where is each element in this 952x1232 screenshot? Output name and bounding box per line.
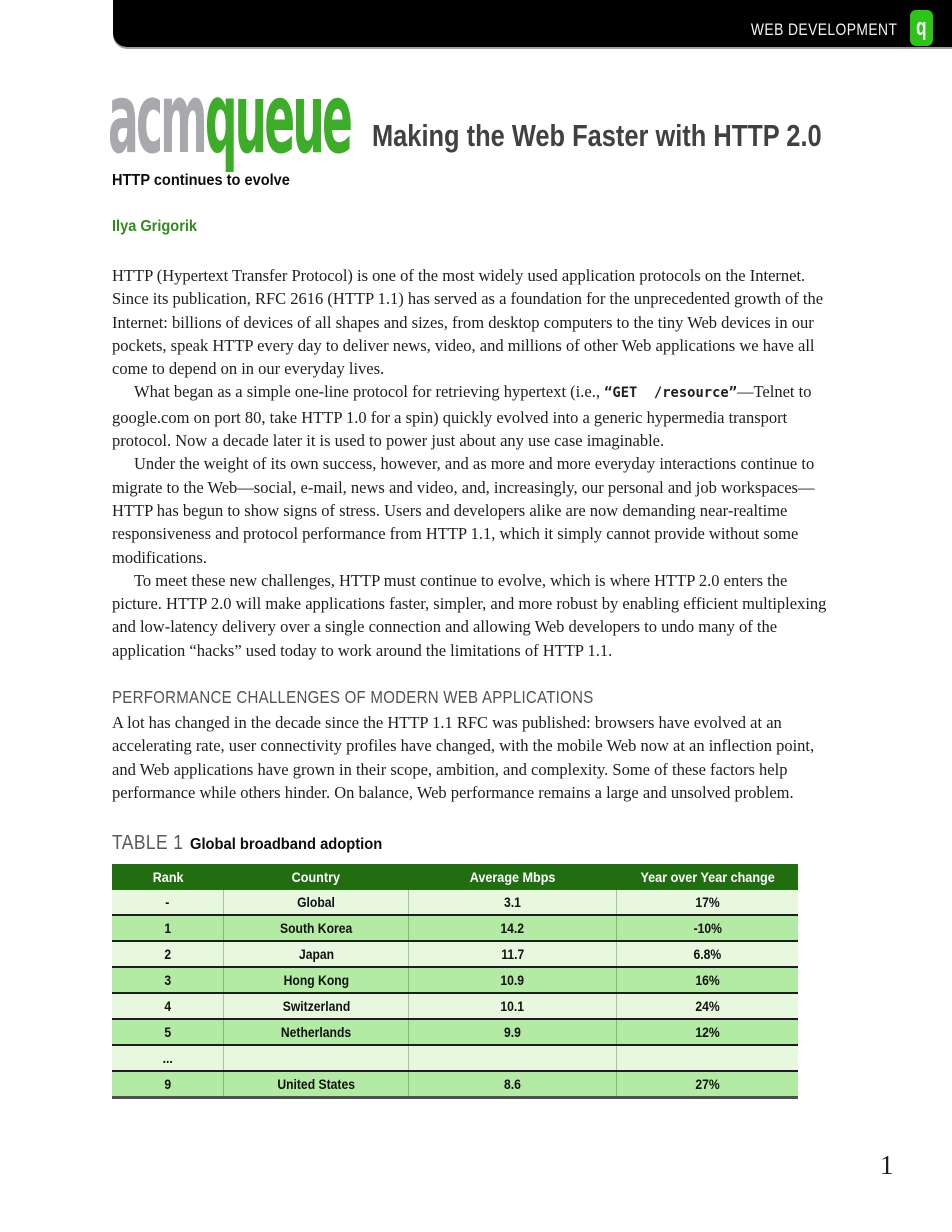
table-cell: 6.8%: [616, 941, 798, 967]
table-row: [112, 1071, 798, 1098]
table-cell: 10.9: [408, 967, 616, 993]
article-body-section: [112, 711, 840, 804]
table-cell: 3: [164, 972, 172, 988]
table-row: [112, 1019, 798, 1045]
section-heading: PERFORMANCE CHALLENGES OF MODERN WEB APPLICATIONS: [112, 687, 594, 708]
table-cell: [408, 1045, 616, 1071]
article-title: Making the Web Faster with HTTP 2.0: [372, 118, 822, 153]
table-cell: 8.6: [408, 1071, 616, 1098]
table-cell: [224, 1045, 409, 1071]
article-kicker: HTTP continues to evolve: [112, 172, 290, 189]
table-cell: 9: [164, 1076, 172, 1092]
table-cell: United States: [224, 1071, 409, 1098]
table-row: [112, 915, 798, 941]
table-cell: 1: [164, 920, 172, 936]
table-cell: 10.1: [408, 993, 616, 1019]
table-caption-label: TABLE 1: [112, 831, 184, 855]
table-cell: -: [165, 894, 170, 910]
column-header-average-mbps: Average Mbps: [408, 864, 616, 890]
table-row: [112, 1045, 798, 1071]
acmqueue-logo: [108, 62, 351, 175]
category-label: WEB DEVELOPMENT: [750, 21, 897, 39]
masthead: [108, 62, 840, 175]
table-cell: 2: [164, 946, 172, 962]
table-cell: Netherlands: [224, 1019, 409, 1045]
table-caption: [112, 831, 840, 855]
table-cell: Japan: [224, 941, 409, 967]
broadband-adoption-table: [112, 864, 798, 1099]
table-caption-title: Global broadband adoption: [190, 836, 383, 854]
queue-q-logo-icon: q: [910, 10, 933, 46]
table-cell: Global: [224, 890, 409, 915]
table-row: [112, 941, 798, 967]
author-byline: Ilya Grigorik: [112, 218, 198, 235]
inline-code: “GET /resource”: [604, 385, 737, 402]
article-body-intro: [112, 264, 840, 662]
table-row: [112, 890, 798, 915]
article-paragraph: To meet these new challenges, HTTP must continue to evolve, which is where HTTP 2.0 enters the picture. HTTP 2.0 will make applications faster, simpler, and more robust by enabling efficient multiplexing and low-latency delivery over a single connection and allowing Web developers to undo many of the application “hacks” used today to work around the limitations of HTTP 1.1.: [112, 570, 827, 660]
table-cell: Switzerland: [224, 993, 409, 1019]
table-cell: Hong Kong: [224, 967, 409, 993]
article-paragraph: A lot has changed in the decade since the HTTP 1.1 RFC was published: browsers have evolved at an accelerating rate, user connectivity profiles have changed, with the mobile Web now at an inflection point, and Web applications have grown in their scope, ambition, and complexity. Some of these factors help performance while others hinder. On balance, Web performance remains a large and unsolved problem.: [112, 713, 815, 802]
table-cell: 11.7: [408, 941, 616, 967]
page-number: 1: [880, 1150, 894, 1180]
table-cell: [616, 1045, 798, 1071]
table-cell: 9.9: [408, 1019, 616, 1045]
column-header-rank: Rank: [112, 864, 224, 890]
table-header-row: [112, 864, 798, 890]
article-paragraph: Under the weight of its own success, however, and as more and more everyday interactions continue to migrate to the Web—social, e-mail, news and video, and, increasingly, our personal and job workspaces—HTTP has begun to show signs of stress. Users and developers alike are now demanding near-realtime responsiveness and protocol performance from HTTP 1.1, which it simply cannot provide without some modifications.: [112, 454, 815, 567]
column-header-yoy-change: Year over Year change: [616, 864, 798, 890]
table-cell: 12%: [616, 1019, 798, 1045]
table-cell: 4: [164, 998, 172, 1014]
table-row: [112, 967, 798, 993]
table-cell: South Korea: [224, 915, 409, 941]
table-cell: 24%: [616, 993, 798, 1019]
table-cell: -10%: [616, 915, 798, 941]
table-row: [112, 993, 798, 1019]
table-cell: 17%: [616, 890, 798, 915]
article-paragraph: What began as a simple one-line protocol for retrieving hypertext (i.e., “GET /resource”—Telnet to google.com on port 80, take HTTP 1.0 for a spin) quickly evolved into a generic hypermedia transport protocol. Now a decade later it is used to power just about any use case imaginable.: [112, 382, 812, 451]
article-paragraph: HTTP (Hypertext Transfer Protocol) is one of the most widely used application protocols on the Internet. Since its publication, RFC 2616 (HTTP 1.1) has served as a foundation for the unprecedented growth of the Internet: billions of devices of all shapes and sizes, from desktop computers to the tiny Web devices in our pockets, speak HTTP every day to deliver news, video, and millions of other Web applications we have all come to depend on in our everyday lives.: [112, 266, 824, 379]
table-cell: 3.1: [408, 890, 616, 915]
column-header-country: Country: [224, 864, 409, 890]
article-page: [108, 0, 840, 1099]
table-cell: 14.2: [408, 915, 616, 941]
table-cell: ...: [162, 1050, 173, 1066]
table-cell: 5: [164, 1024, 172, 1040]
logo-acm-text: acm: [108, 62, 205, 175]
table-cell: 16%: [616, 967, 798, 993]
logo-queue-text: queue: [204, 62, 351, 175]
table-cell: 27%: [616, 1071, 798, 1098]
